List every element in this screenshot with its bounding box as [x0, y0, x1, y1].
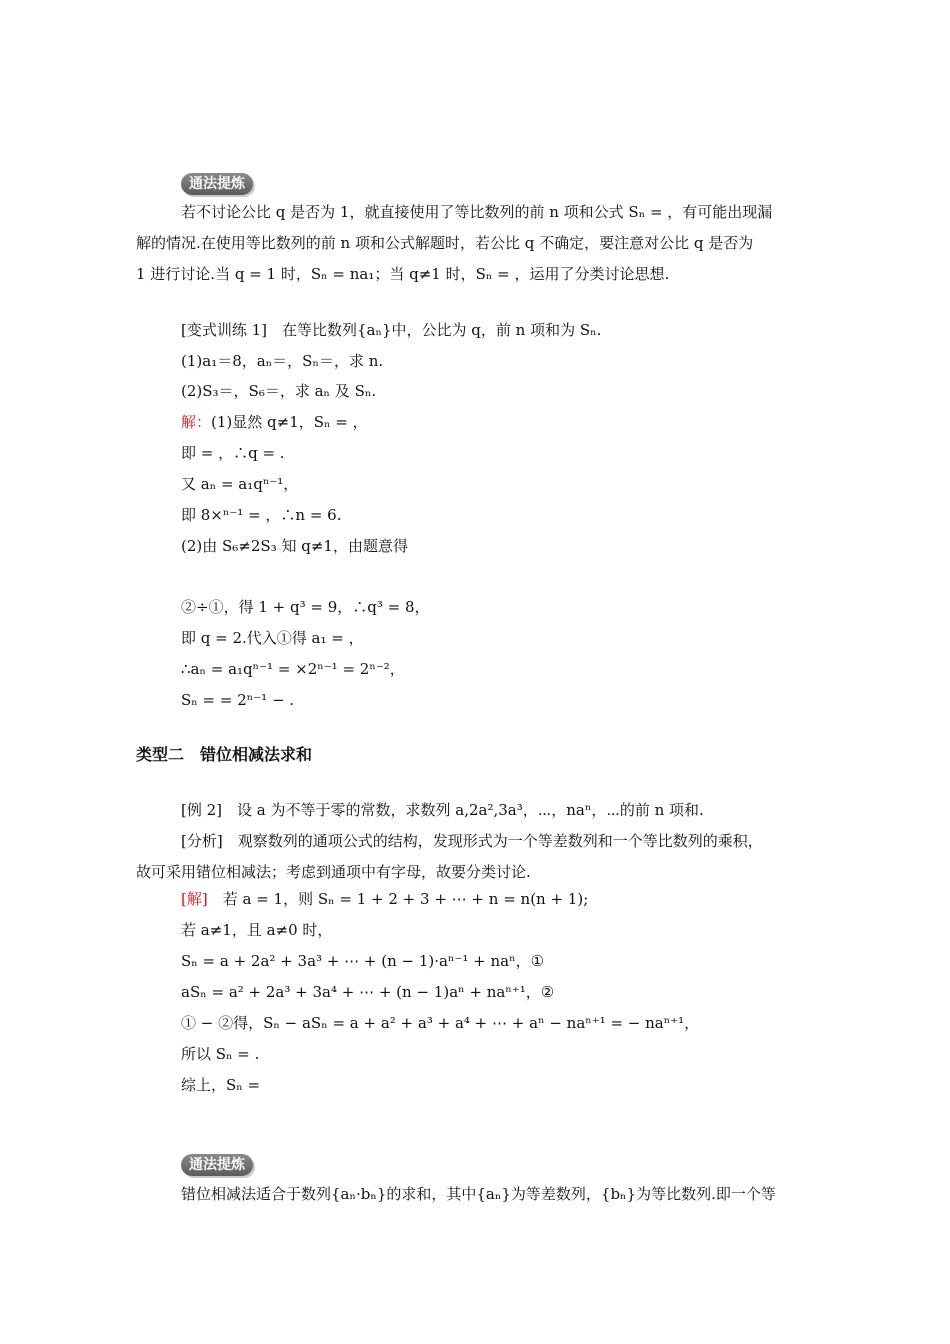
- exercise-title: [变式训练 1] 在等比数列{aₙ}中，公比为 q，前 n 项和为 Sₙ.: [181, 321, 602, 339]
- text-line: 综上，Sₙ =: [181, 1076, 261, 1094]
- equation-line: ① − ②得，Sₙ − aSₙ = a + a² + a³ + a⁴ + ⋯ + aⁿ − naⁿ⁺¹ = − naⁿ⁺¹，: [181, 1014, 700, 1032]
- text-line: (2)由 S₆≠2S₃ 知 q≠1，由题意得: [181, 537, 408, 555]
- text-line: 又 aₙ = a₁qⁿ⁻¹，: [181, 475, 299, 493]
- text-line: (1)a₁＝8，aₙ＝，Sₙ＝，求 n.: [181, 352, 384, 370]
- solution-line: [181, 412, 368, 432]
- solution-line: [181, 889, 588, 909]
- text-line: Sₙ = = 2ⁿ⁻¹ − .: [181, 691, 295, 709]
- text-line: 若不讨论公比 q 是否为 1，就直接使用了等比数列的前 n 项和公式 Sₙ = ，有可能出现漏: [181, 203, 773, 221]
- example-title: [例 2] 设 a 为不等于零的常数，求数列 a,2a²,3a³，⋯，naⁿ，⋯的前 n 项和.: [181, 801, 704, 819]
- method-badge: 通法提炼: [181, 1154, 253, 1176]
- text-line: 1 进行讨论.当 q = 1 时，Sₙ = na₁；当 q≠1 时，Sₙ = ，运用了分类讨论思想.: [136, 265, 670, 283]
- equation-line: aSₙ = a² + 2a³ + 3a⁴ + ⋯ + (n − 1)aⁿ + naⁿ⁺¹，②: [181, 983, 555, 1001]
- solution-label: 解：: [181, 413, 212, 431]
- text-line: (2)S₃＝，S₆＝，求 aₙ 及 Sₙ.: [181, 382, 377, 400]
- text-line: 所以 Sₙ = .: [181, 1045, 260, 1063]
- text-line: ②÷①，得 1 + q³ = 9，∴q³ = 8，: [181, 598, 430, 616]
- text-line: 错位相减法适合于数列{aₙ·bₙ}的求和，其中{aₙ}为等差数列，{bₙ}为等比数列.即一个等: [181, 1185, 776, 1203]
- text-line: ∴aₙ = a₁qⁿ⁻¹ = ×2ⁿ⁻¹ = 2ⁿ⁻²，: [181, 660, 405, 678]
- method-badge: 通法提炼: [181, 173, 253, 195]
- solution-label: [解]: [181, 890, 208, 908]
- analysis-line: [分析] 观察数列的通项公式的结构，发现形式为一个等差数列和一个等比数列的乘积，: [181, 832, 763, 850]
- section-heading: 类型二 错位相减法求和: [136, 745, 313, 764]
- equation-line: Sₙ = a + 2a² + 3a³ + ⋯ + (n − 1)·aⁿ⁻¹ + naⁿ，①: [181, 952, 545, 970]
- text-line: 即 = ，∴q = .: [181, 444, 285, 462]
- text-line: 即 8×ⁿ⁻¹ = ，∴n = 6.: [181, 506, 342, 524]
- solution-text: (1)显然 q≠1，Sₙ = ，: [211, 413, 368, 431]
- solution-text: 若 a = 1，则 Sₙ = 1 + 2 + 3 + ⋯ + n = n(n + 1);: [207, 890, 589, 908]
- text-line: 解的情况.在使用等比数列的前 n 项和公式解题时，若公比 q 不确定，要注意对公比 q 是否为: [136, 234, 754, 252]
- text-line: 故可采用错位相减法；考虑到通项中有字母，故要分类讨论.: [136, 863, 531, 881]
- text-line: 若 a≠1，且 a≠0 时，: [181, 921, 333, 939]
- text-line: 即 q = 2.代入①得 a₁ = ，: [181, 629, 364, 647]
